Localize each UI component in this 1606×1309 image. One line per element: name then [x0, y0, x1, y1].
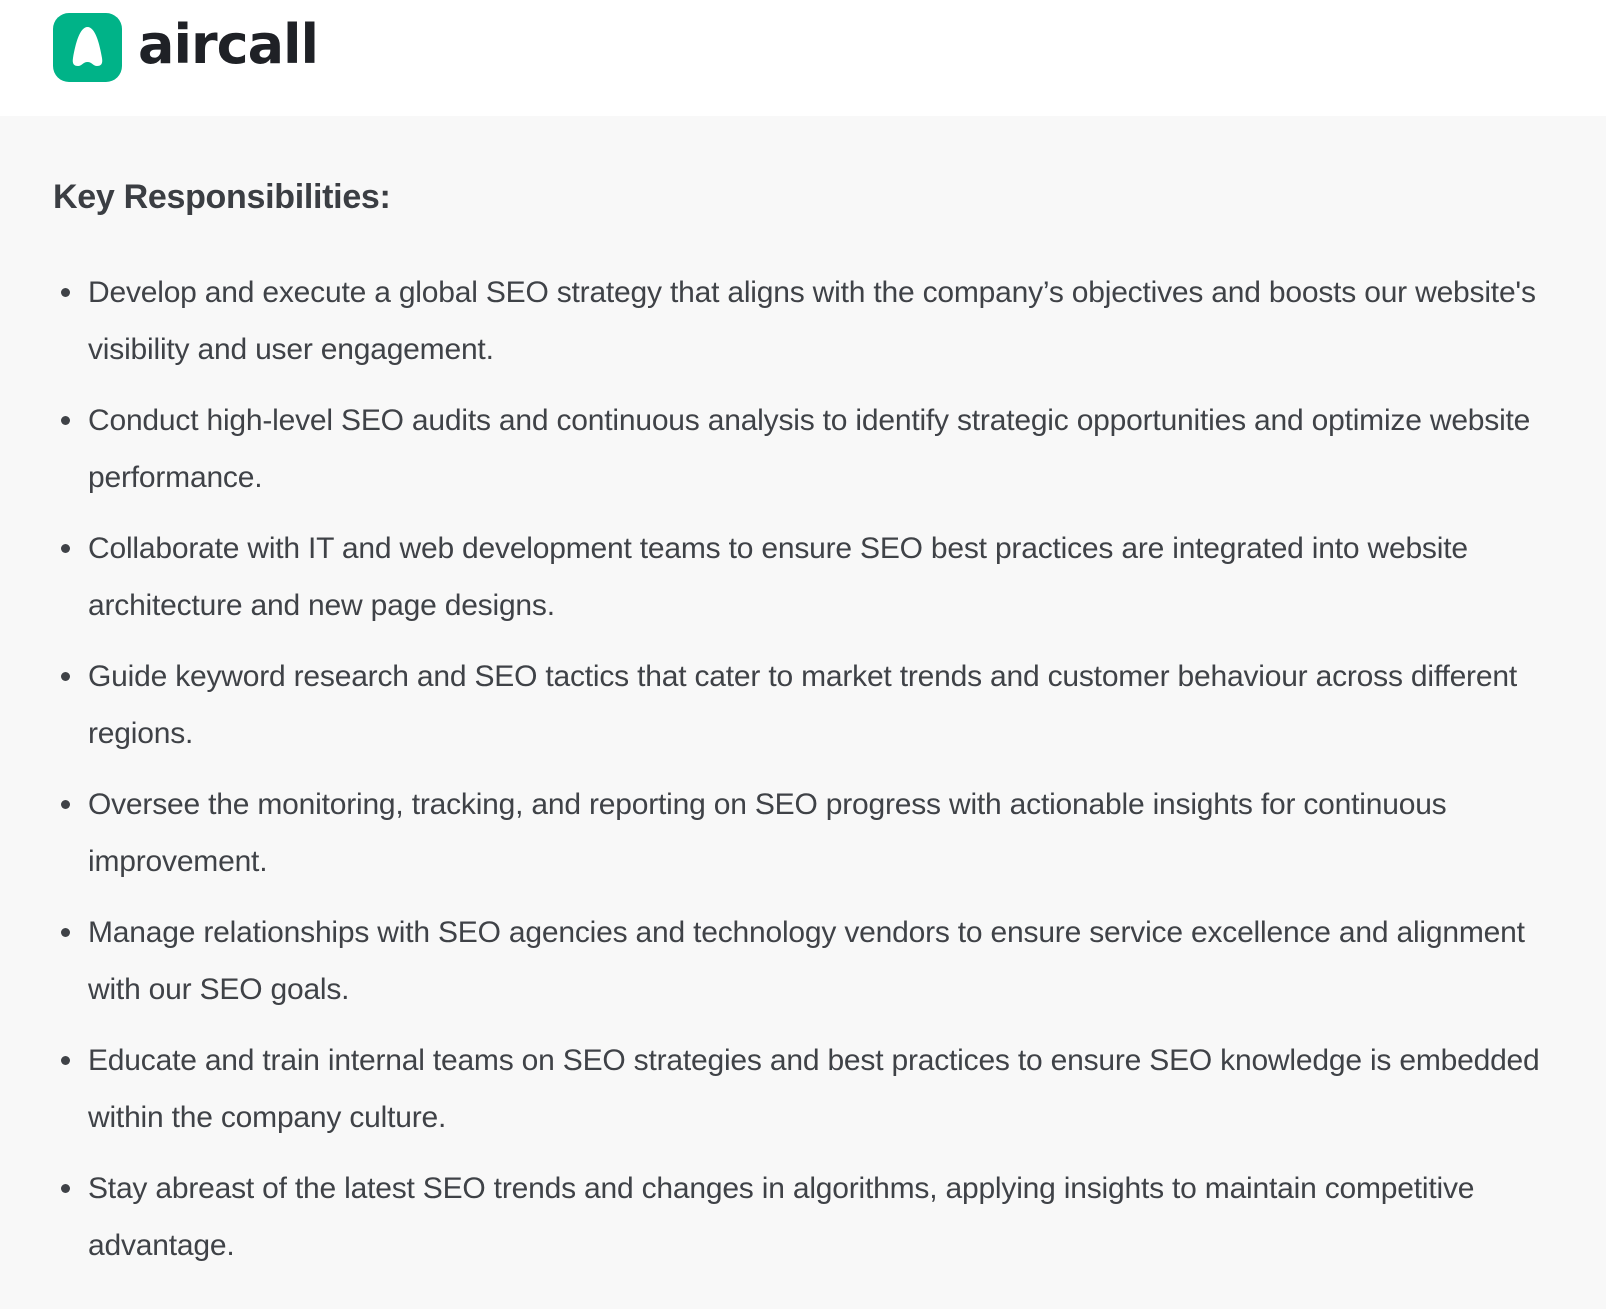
bullet-icon [61, 672, 70, 681]
list-item [53, 392, 1573, 506]
list-item [53, 776, 1573, 890]
aircall-logo-link[interactable] [53, 13, 318, 82]
bullet-icon [61, 416, 70, 425]
list-item-text: Manage relationships with SEO agencies and technology vendors to ensure service excellence and alignment with our SEO goals. [88, 916, 1525, 1006]
bullet-icon [61, 928, 70, 937]
section-title: Key Responsibilities: [53, 178, 391, 216]
site-header [0, 0, 1606, 116]
list-item [53, 264, 1573, 378]
bullet-icon [61, 1056, 70, 1065]
list-item [53, 1032, 1573, 1146]
responsibilities-list [53, 264, 1573, 1288]
list-item-text: Develop and execute a global SEO strategy that aligns with the company’s objectives and boosts our website's visibility and user engagement. [88, 276, 1536, 366]
list-item [53, 904, 1573, 1018]
bullet-icon [61, 544, 70, 553]
bullet-icon [61, 288, 70, 297]
bullet-icon [61, 1184, 70, 1193]
bullet-icon [61, 800, 70, 809]
list-item-text: Guide keyword research and SEO tactics that cater to market trends and customer behaviour across different regions. [88, 660, 1517, 750]
list-item-text: Stay abreast of the latest SEO trends and changes in algorithms, applying insights to maintain competitive advantage. [88, 1172, 1475, 1262]
list-item [53, 648, 1573, 762]
job-description-content [0, 116, 1606, 1309]
list-item-text: Oversee the monitoring, tracking, and reporting on SEO progress with actionable insights for continuous improvement. [88, 788, 1447, 878]
list-item [53, 1160, 1573, 1274]
list-item-text: Conduct high-level SEO audits and continuous analysis to identify strategic opportunities and optimize website performance. [88, 404, 1531, 494]
aircall-logo-icon [53, 13, 122, 82]
list-item [53, 520, 1573, 634]
list-item-text: Collaborate with IT and web development teams to ensure SEO best practices are integrated into website architecture and new page designs. [88, 532, 1468, 622]
logo-wordmark: aircall [138, 12, 319, 76]
list-item-text: Educate and train internal teams on SEO strategies and best practices to ensure SEO knowledge is embedded within the company culture. [88, 1044, 1540, 1134]
